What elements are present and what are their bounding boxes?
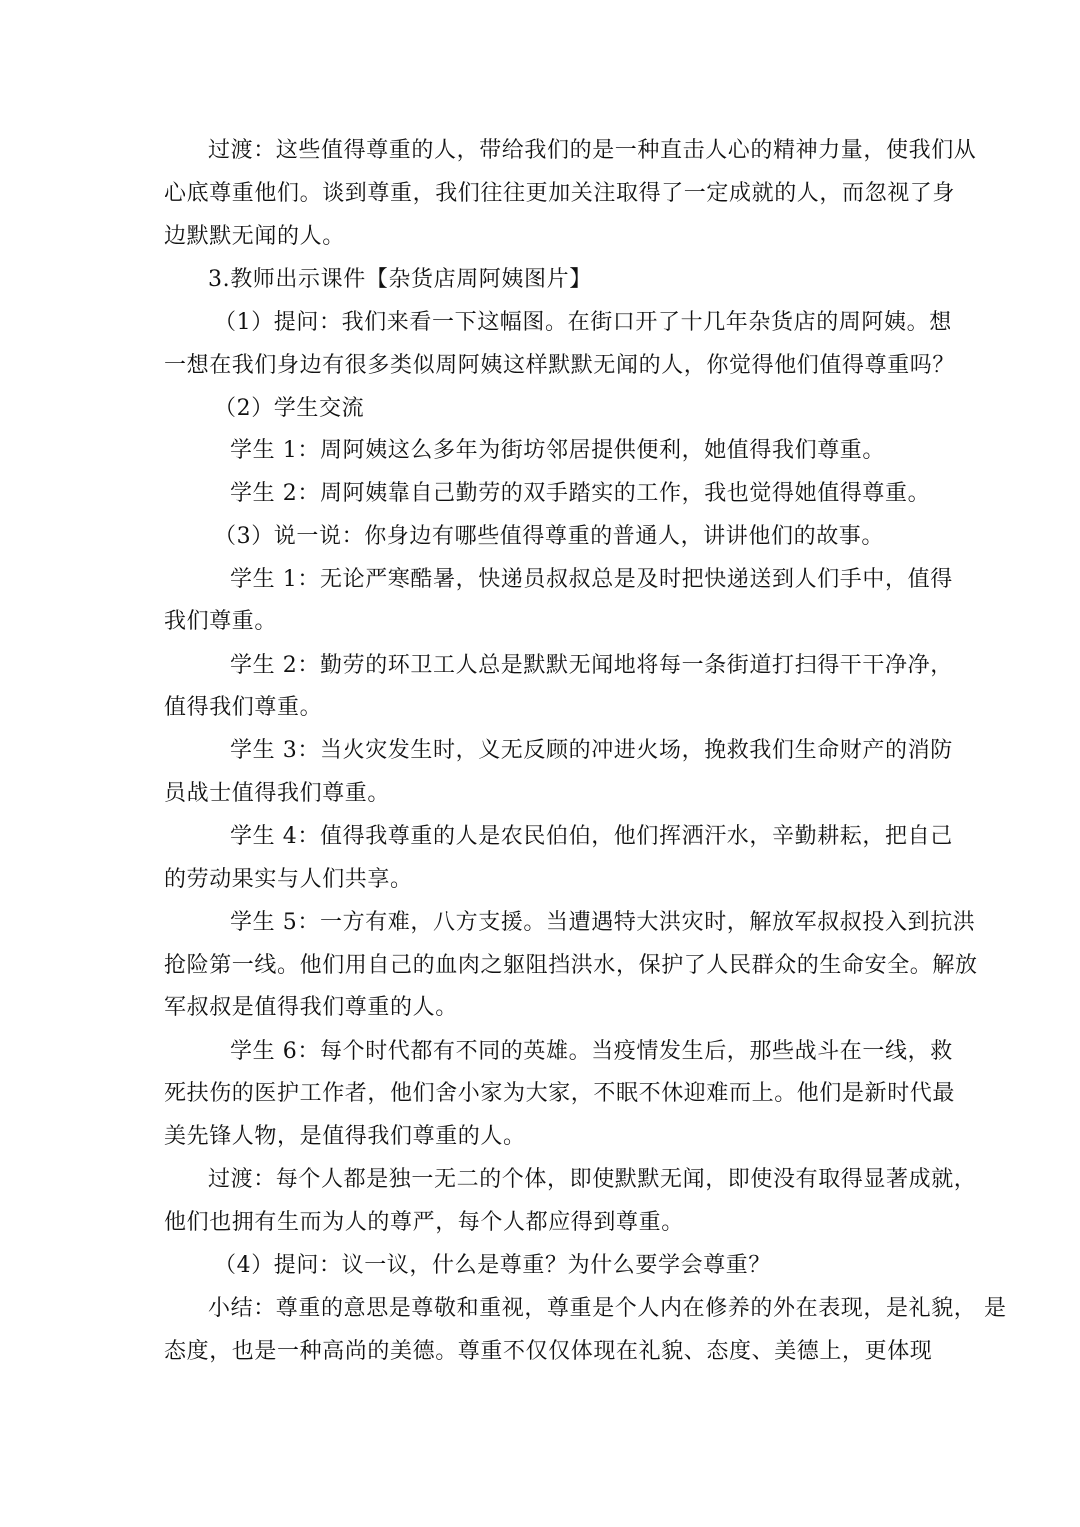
text-line: 一想在我们身边有很多类似周阿姨这样默默无闻的人，你觉得他们值得尊重吗？ [164,353,956,378]
section-heading: 3.教师出示课件【杂货店周阿姨图片】 [208,267,592,292]
text-line: 小结：尊重的意思是尊敬和重视，尊重是个人内在修养的外在表现，是礼貌， 是 [208,1296,1007,1321]
text-line: （2）学生交流 [214,396,365,421]
text-line: 学生 5：一方有难，八方支援。当遭遇特大洪灾时，解放军叔叔投入到抗洪 [230,910,976,935]
text-line: 学生 4：值得我尊重的人是农民伯伯，他们挥洒汗水，辛勤耕耘，把自己 [230,824,953,849]
text-line: 过渡：每个人都是独一无二的个体，即使默默无闻，即使没有取得显著成就， [208,1167,977,1192]
text-line: 死扶伤的医护工作者，他们舍小家为大家，不眠不休迎难而上。他们是新时代最 [164,1081,956,1106]
text-line: （3）说一说：你身边有哪些值得尊重的普通人，讲讲他们的故事。 [214,524,884,549]
text-line: 态度，也是一种高尚的美德。尊重不仅仅体现在礼貌、态度、美德上，更体现 [164,1339,933,1364]
text-line: 过渡：这些值得尊重的人，带给我们的是一种直击人心的精神力量，使我们从 [208,138,977,163]
text-line: 美先锋人物，是值得我们尊重的人。 [164,1124,526,1149]
text-line: 军叔叔是值得我们尊重的人。 [164,995,458,1020]
text-line: 抢险第一线。他们用自己的血肉之躯阻挡洪水，保护了人民群众的生命安全。解放 [164,953,978,978]
text-line: 值得我们尊重。 [164,695,323,720]
text-line: 学生 6：每个时代都有不同的英雄。当疫情发生后，那些战斗在一线，救 [230,1039,953,1064]
text-line: 他们也拥有生而为人的尊严，每个人都应得到尊重。 [164,1210,684,1235]
text-line: 边默默无闻的人。 [164,224,345,249]
text-line: （1）提问：我们来看一下这幅图。在街口开了十几年杂货店的周阿姨。想 [214,310,952,335]
text-line: （4）提问：议一议，什么是尊重？为什么要学会尊重？ [214,1253,771,1278]
text-line: 学生 3：当火灾发生时，义无反顾的冲进火场，挽救我们生命财产的消防 [230,738,953,763]
text-line: 心底尊重他们。谈到尊重，我们往往更加关注取得了一定成就的人，而忽视了身 [164,181,956,206]
text-line: 学生 2：周阿姨靠自己勤劳的双手踏实的工作，我也觉得她值得尊重。 [230,481,931,506]
text-line: 我们尊重。 [164,609,278,634]
text-line: 员战士值得我们尊重。 [164,781,391,806]
text-line: 学生 2：勤劳的环卫工人总是默默无闻地将每一条街道打扫得干干净净， [230,653,953,678]
text-line: 的劳动果实与人们共享。 [164,867,413,892]
text-line: 学生 1：无论严寒酷暑，快递员叔叔总是及时把快递送到人们手中，值得 [230,567,953,592]
text-line: 学生 1：周阿姨这么多年为街坊邻居提供便利，她值得我们尊重。 [230,438,885,463]
